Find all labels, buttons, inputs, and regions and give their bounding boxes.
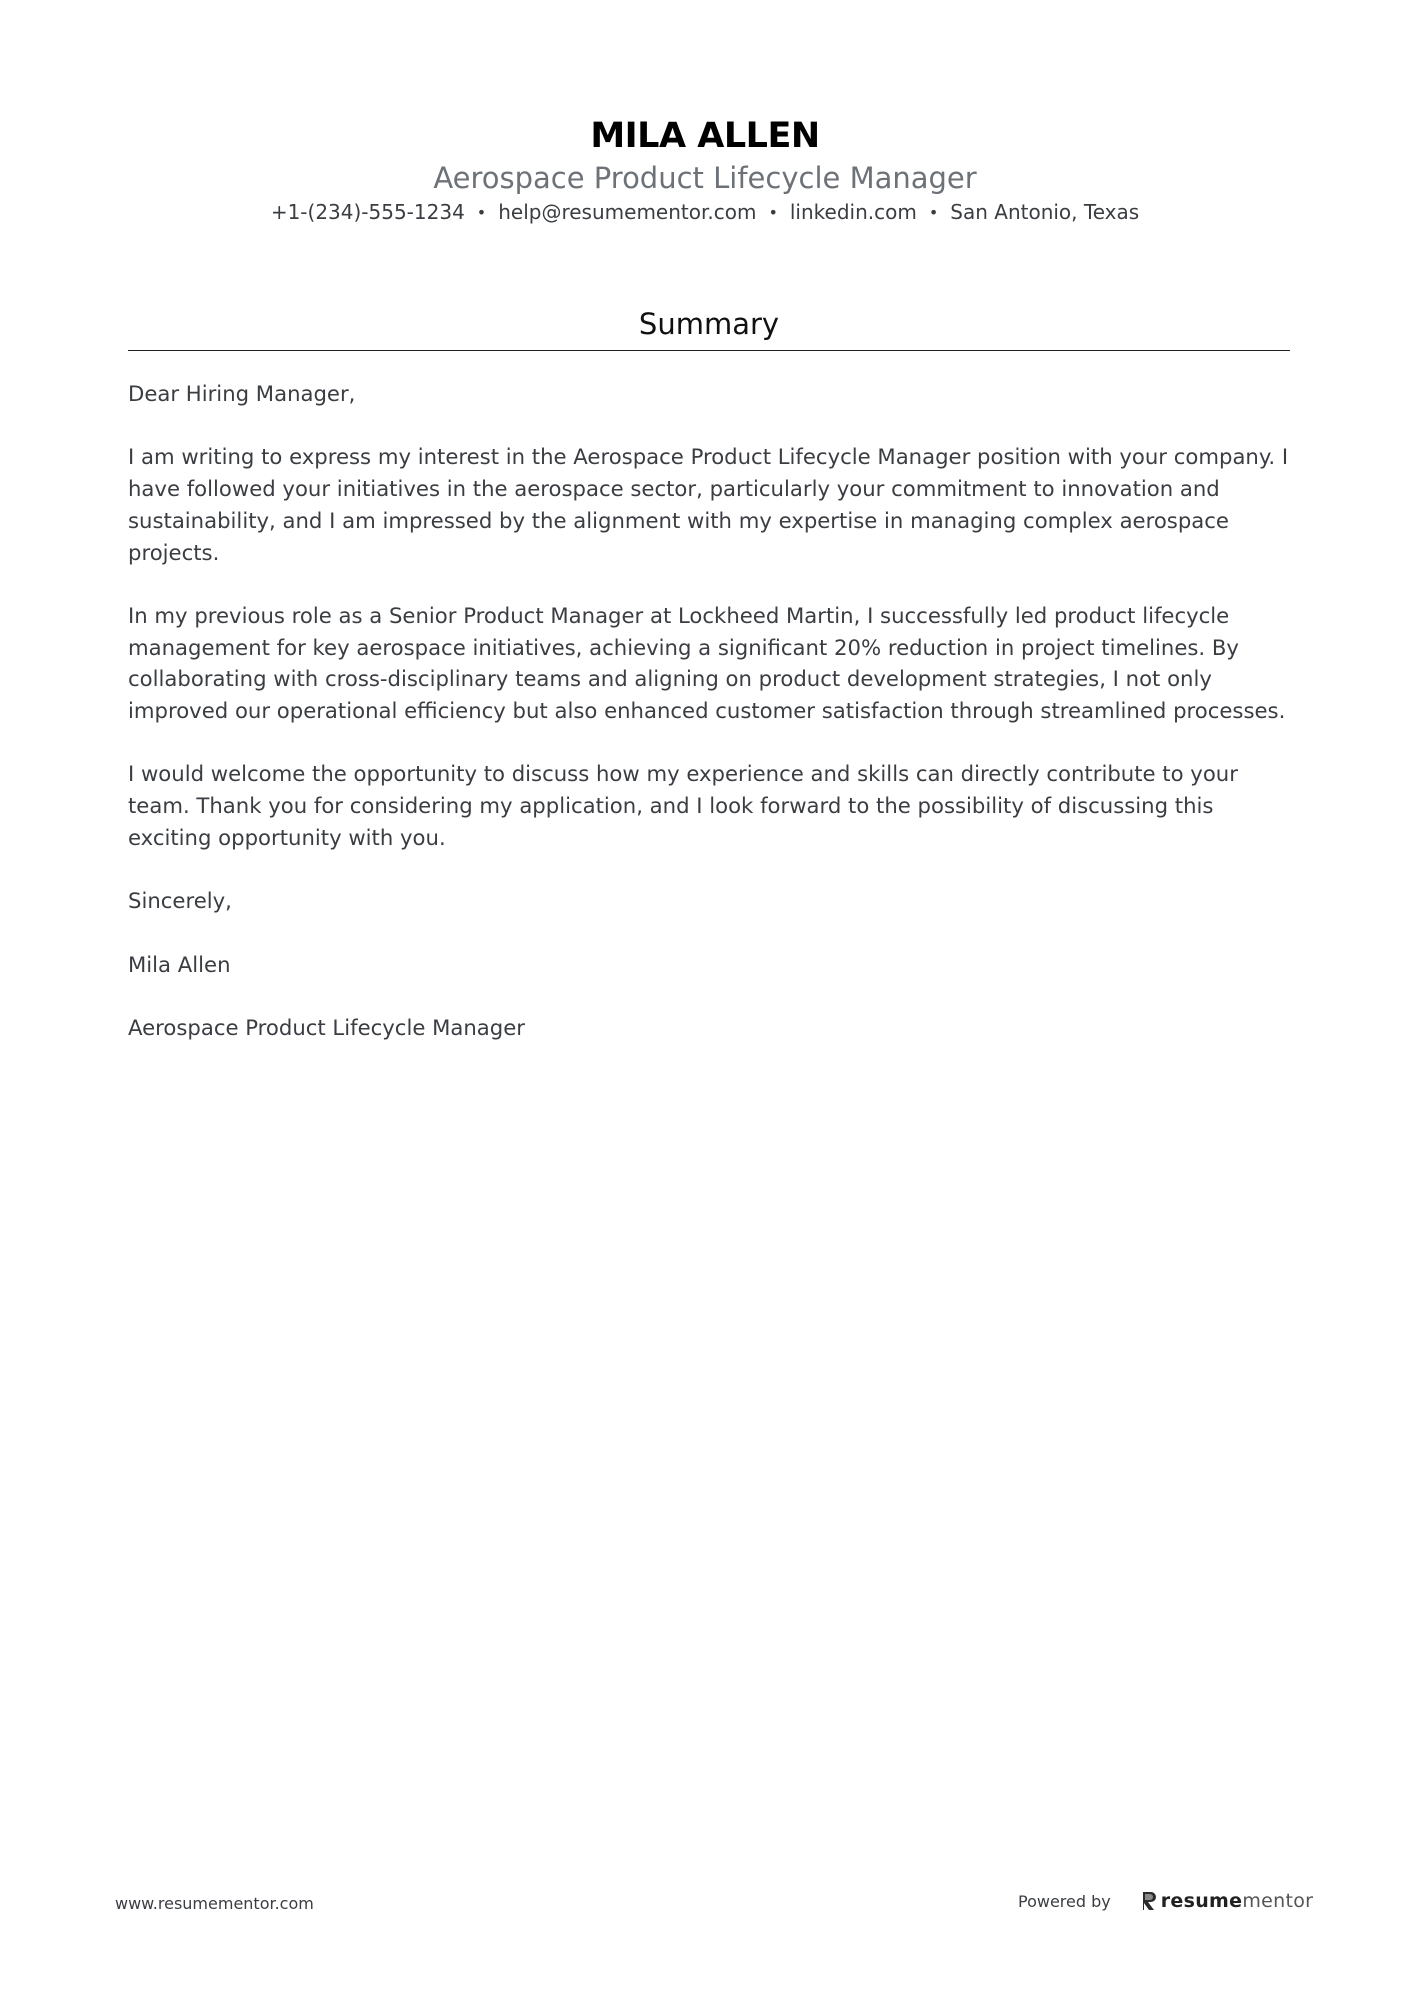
resumementor-logo[interactable]	[1141, 1890, 1314, 1912]
letter-salutation: Dear Hiring Manager,	[128, 381, 356, 406]
footer-powered-by	[1018, 1890, 1313, 1912]
contact-line	[0, 198, 1410, 227]
separator-dot: •	[928, 203, 939, 222]
logo-wordmark-light: mentor	[1242, 1890, 1314, 1912]
candidate-name: MILA ALLEN	[590, 116, 820, 156]
resumementor-logo-icon	[1141, 1891, 1157, 1911]
signature-name: Mila Allen	[128, 951, 231, 977]
separator-dot: •	[476, 203, 487, 222]
candidate-title: Aerospace Product Lifecycle Manager	[433, 161, 977, 195]
footer-website-link[interactable]: www.resumementor.com	[115, 1894, 314, 1913]
letter-closing: Sincerely,	[128, 888, 232, 914]
contact-location: San Antonio, Texas	[950, 200, 1140, 224]
cover-letter-body	[128, 378, 1300, 1075]
section-title-summary: Summary	[638, 307, 780, 341]
signature-title: Aerospace Product Lifecycle Manager	[128, 1014, 525, 1040]
letter-paragraph: In my previous role as a Senior Product Manager at Lockheed Martin, I successfully led product lifecycle management for key aerospace initiatives, achieving a significant 20% reduction in project timelines. By collaborating with cross-disciplinary teams and aligning on product development strategies, I not only improved our operational efficiency but also enhanced customer satisfaction through streamlined processes.	[128, 602, 1286, 723]
resume-header	[0, 112, 1410, 227]
contact-email[interactable]: help@resumementor.com	[498, 200, 757, 224]
letter-paragraph: I would welcome the opportunity to discuss how my experience and skills can directly contribute to your team. Thank you for considering my application, and I look forward to the possibility of discussing this exciting opportunity with you.	[128, 761, 1238, 850]
contact-website[interactable]: linkedin.com	[789, 200, 917, 224]
logo-wordmark-bold: resume	[1160, 1890, 1243, 1912]
separator-dot: •	[768, 203, 778, 222]
letter-paragraph: I am writing to express my interest in the Aerospace Product Lifecycle Manager position with your company. I have followed your initiatives in the aerospace sector, particularly your commitment to innovation and sustainability, and I am impressed by the alignment with my expertise in managing complex aerospace projects.	[128, 444, 1289, 565]
contact-phone: +1-(234)-555-1234	[270, 200, 465, 224]
section-divider	[128, 350, 1290, 351]
powered-by-label: Powered by	[1018, 1891, 1111, 1911]
logo-wordmark	[1161, 1890, 1314, 1912]
